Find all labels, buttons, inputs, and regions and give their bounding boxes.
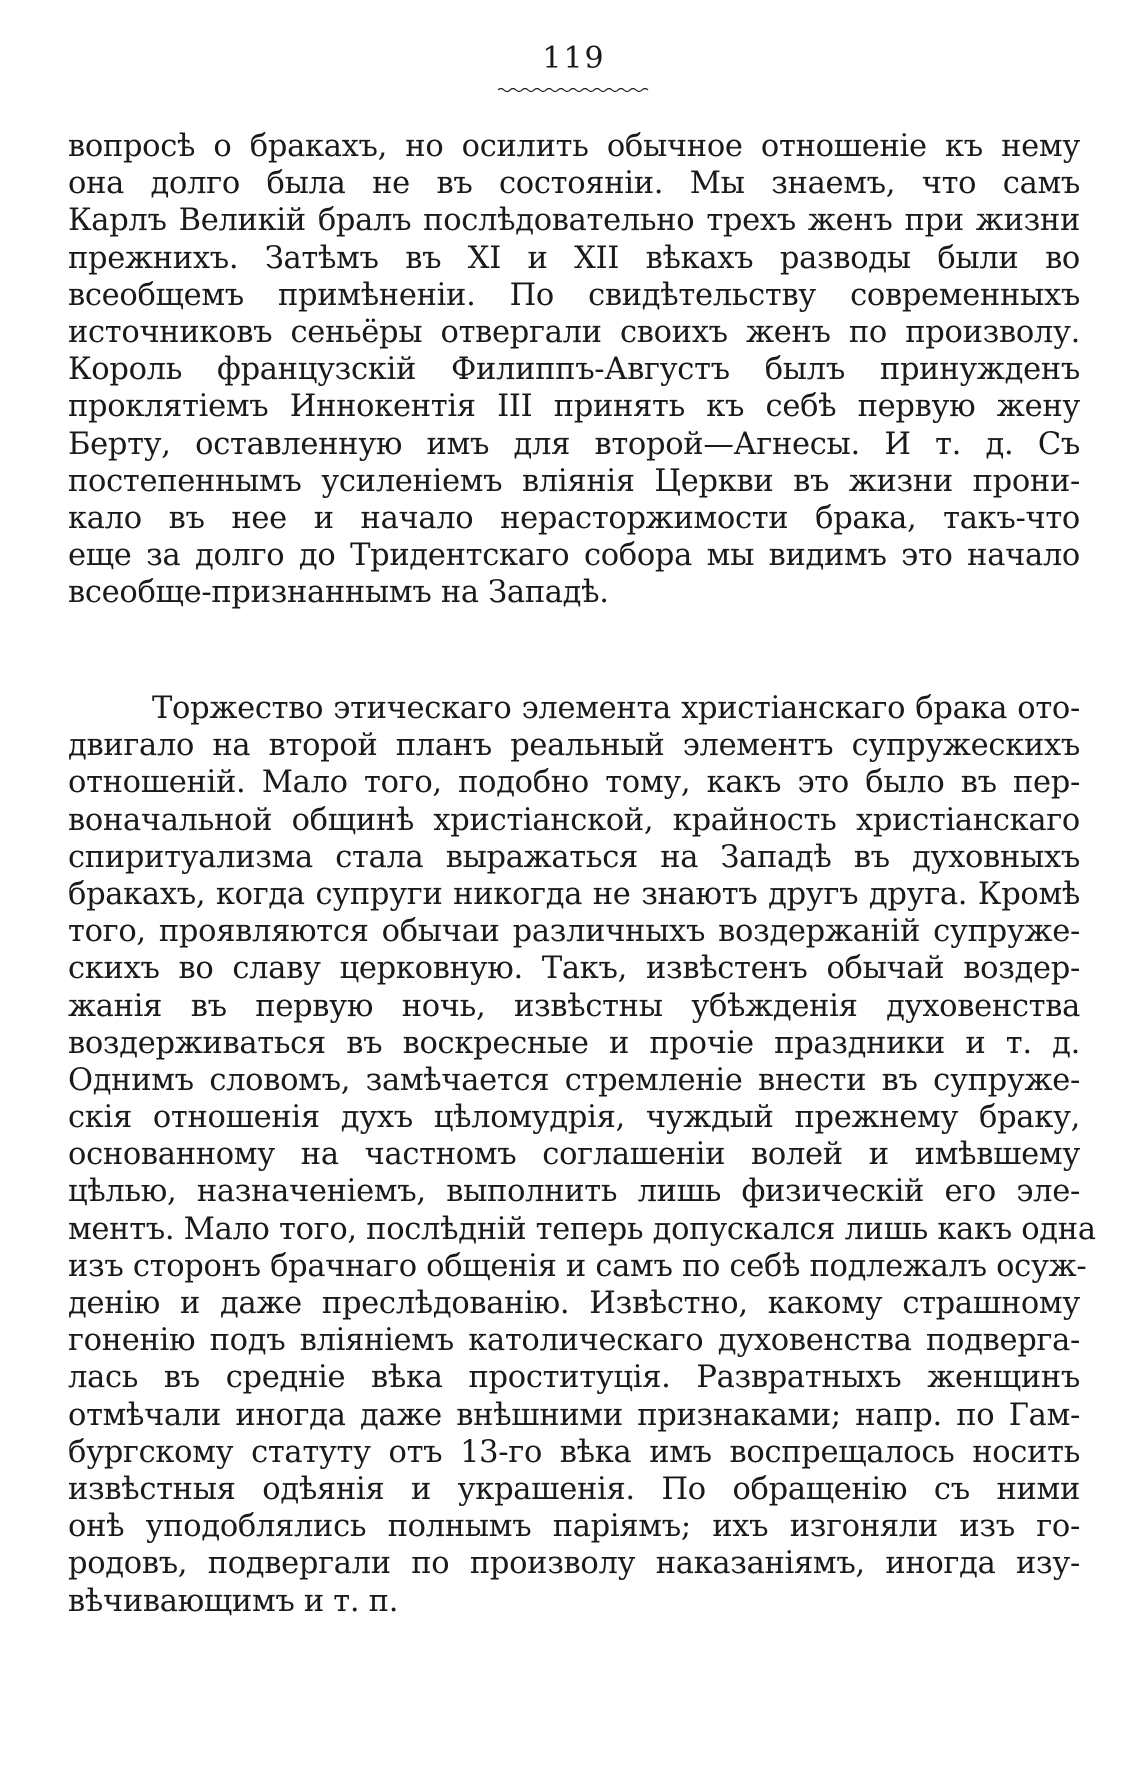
text-line: денію и даже преслѣдованію. Извѣстно, какому страшному [68, 1286, 1080, 1321]
text-line: отмѣчали иногда даже внѣшними признаками; напр. по Гам- [68, 1397, 1080, 1433]
text-line: воначальной общинѣ христіанской, крайность христіанскаго [68, 802, 1080, 838]
text-line: бургскому статуту отъ 13-го вѣка имъ воспрещалось носить [68, 1434, 1080, 1470]
text-line: бракахъ, когда супруги никогда не знаютъ другъ друга. Кромѣ [68, 876, 1080, 912]
text-line: кало въ нее и начало нерасторжимости брака, такъ-что [68, 500, 1080, 536]
text-line: Берту, оставленную имъ для второй—Агнесы. И т. д. Съ [68, 426, 1080, 462]
text-line: родовъ, подвергали по произволу наказаніямъ, иногда изу- [68, 1546, 1080, 1582]
text-line: основанному на частномъ соглашеніи волей и имѣвшему [68, 1137, 1080, 1173]
paragraph-2 [68, 690, 1096, 1620]
text-line: всеобще-признаннымъ на Западѣ. [68, 575, 609, 611]
text-line: гоненію подъ вліяніемъ католическаго духовенства подверга- [68, 1323, 1080, 1359]
text-line: того, проявляются обычаи различныхъ воздержаній супруже- [68, 914, 1080, 950]
text-line: Однимъ словомъ, замѣчается стремленіе внести въ супруже- [68, 1062, 1080, 1098]
text-line: проклятіемъ Иннокентія III принять къ себѣ первую жену [68, 389, 1080, 425]
text-line: изъ сторонъ брачнаго общенія и самъ по себѣ подлежалъ осуж- [68, 1248, 1087, 1284]
text-line: вопросѣ о бракахъ, но осилить обычное отношеніе къ нему [68, 129, 1080, 164]
text-line: извѣстныя одѣянія и украшенія. По обращенію съ ними [68, 1471, 1080, 1507]
text-line: скія отношенія духъ цѣломудрія, чуждый прежнему браку, [68, 1100, 1080, 1136]
text-line: прежнихъ. Затѣмъ въ XI и XII вѣкахъ разводы были во [68, 240, 1080, 276]
text-line: вѣчивающимъ и т. п. [68, 1583, 399, 1619]
text-line: двигало на второй планъ реальный элементъ супружескихъ [68, 728, 1080, 764]
text-line: Король французскій Филиппъ-Августъ былъ принужденъ [68, 352, 1080, 388]
text-line: Торжество этическаго элемента христіанскаго брака ото- [152, 691, 1080, 726]
text-line: она долго была не въ состояніи. Мы знаемъ, что самъ [68, 166, 1080, 202]
text-line: онѣ уподоблялись полнымъ паріямъ; ихъ изгоняли изъ го- [68, 1509, 1080, 1545]
text-line: ментъ. Мало того, послѣдній теперь допускался лишь какъ одна [68, 1211, 1096, 1247]
text-line: жанія въ первую ночь, извѣстны убѣжденія духовенства [68, 988, 1080, 1024]
text-line: цѣлью, назначеніемъ, выполнить лишь физическій его эле- [68, 1174, 1080, 1210]
wavy-rule-ornament [498, 86, 650, 94]
text-line: скихъ во славу церковную. Такъ, извѣстенъ обычай воздер- [68, 951, 1080, 987]
text-line: лась въ средніе вѣка проституція. Развратныхъ женщинъ [68, 1360, 1080, 1396]
text-line: еще за долго до Тридентскаго собора мы видимъ это начало [68, 538, 1080, 574]
text-line: источниковъ сеньёры отвергали своихъ женъ по произволу. [68, 314, 1080, 350]
paragraph-1 [68, 128, 1080, 611]
text-line: воздерживаться въ воскресные и прочіе праздники и т. д. [68, 1025, 1080, 1061]
page-number: 119 [542, 41, 606, 76]
text-line: постепеннымъ усиленіемъ вліянія Церкви въ жизни прони- [68, 463, 1080, 499]
text-line: спиритуализма стала выражаться на Западѣ въ духовныхъ [68, 839, 1080, 875]
text-line: Карлъ Великій бралъ послѣдовательно трехъ женъ при жизни [68, 203, 1080, 239]
text-line: отношеній. Мало того, подобно тому, какъ это было въ пер- [68, 765, 1080, 801]
text-line: всеобщемъ примѣненіи. По свидѣтельству современныхъ [68, 277, 1080, 313]
